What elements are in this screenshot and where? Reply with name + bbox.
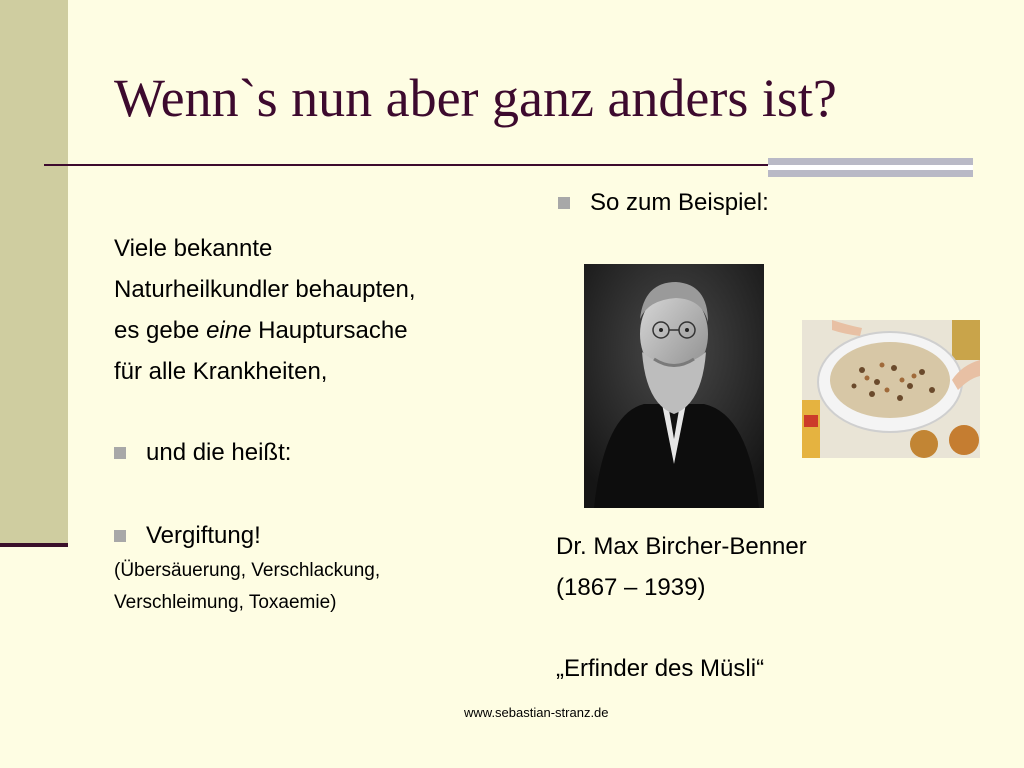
muesli-bowl-photo [802,320,980,458]
left-bar-rule [0,543,68,547]
left-decorative-bar [0,0,68,546]
intro-line: Naturheilkundler behaupten, [114,276,416,303]
slide-title: Wenn`s nun aber ganz anders ist? [114,68,837,128]
bircher-benner-portrait [584,264,764,508]
intro-paragraph [114,228,514,392]
footer-url: www.sebastian-stranz.de [464,705,609,720]
title-accent-bar [768,158,973,180]
note-line: Verschleimung, Toxaemie) [114,592,337,613]
bullet-so-zum-beispiel: So zum Beispiel: [558,188,769,218]
toxin-examples [114,555,380,619]
intro-line: es gebe eine Hauptursache [114,317,408,344]
square-bullet-icon [114,530,126,542]
caption-years: (1867 – 1939) [556,574,706,601]
intro-line: Viele bekannte [114,235,273,262]
title-divider [44,164,772,166]
bullet-vergiftung: Vergiftung! [114,521,261,551]
intro-line: für alle Krankheiten, [114,358,328,385]
caption-quote: „Erfinder des Müsli“ [556,655,765,682]
square-bullet-icon [114,447,126,459]
bullet-und-die-heisst: und die heißt: [114,438,291,468]
note-line: (Übersäuerung, Verschlackung, [114,560,381,581]
square-bullet-icon [558,197,570,209]
caption-name: Dr. Max Bircher-Benner [556,533,807,560]
emphasis-eine: eine [206,317,252,344]
